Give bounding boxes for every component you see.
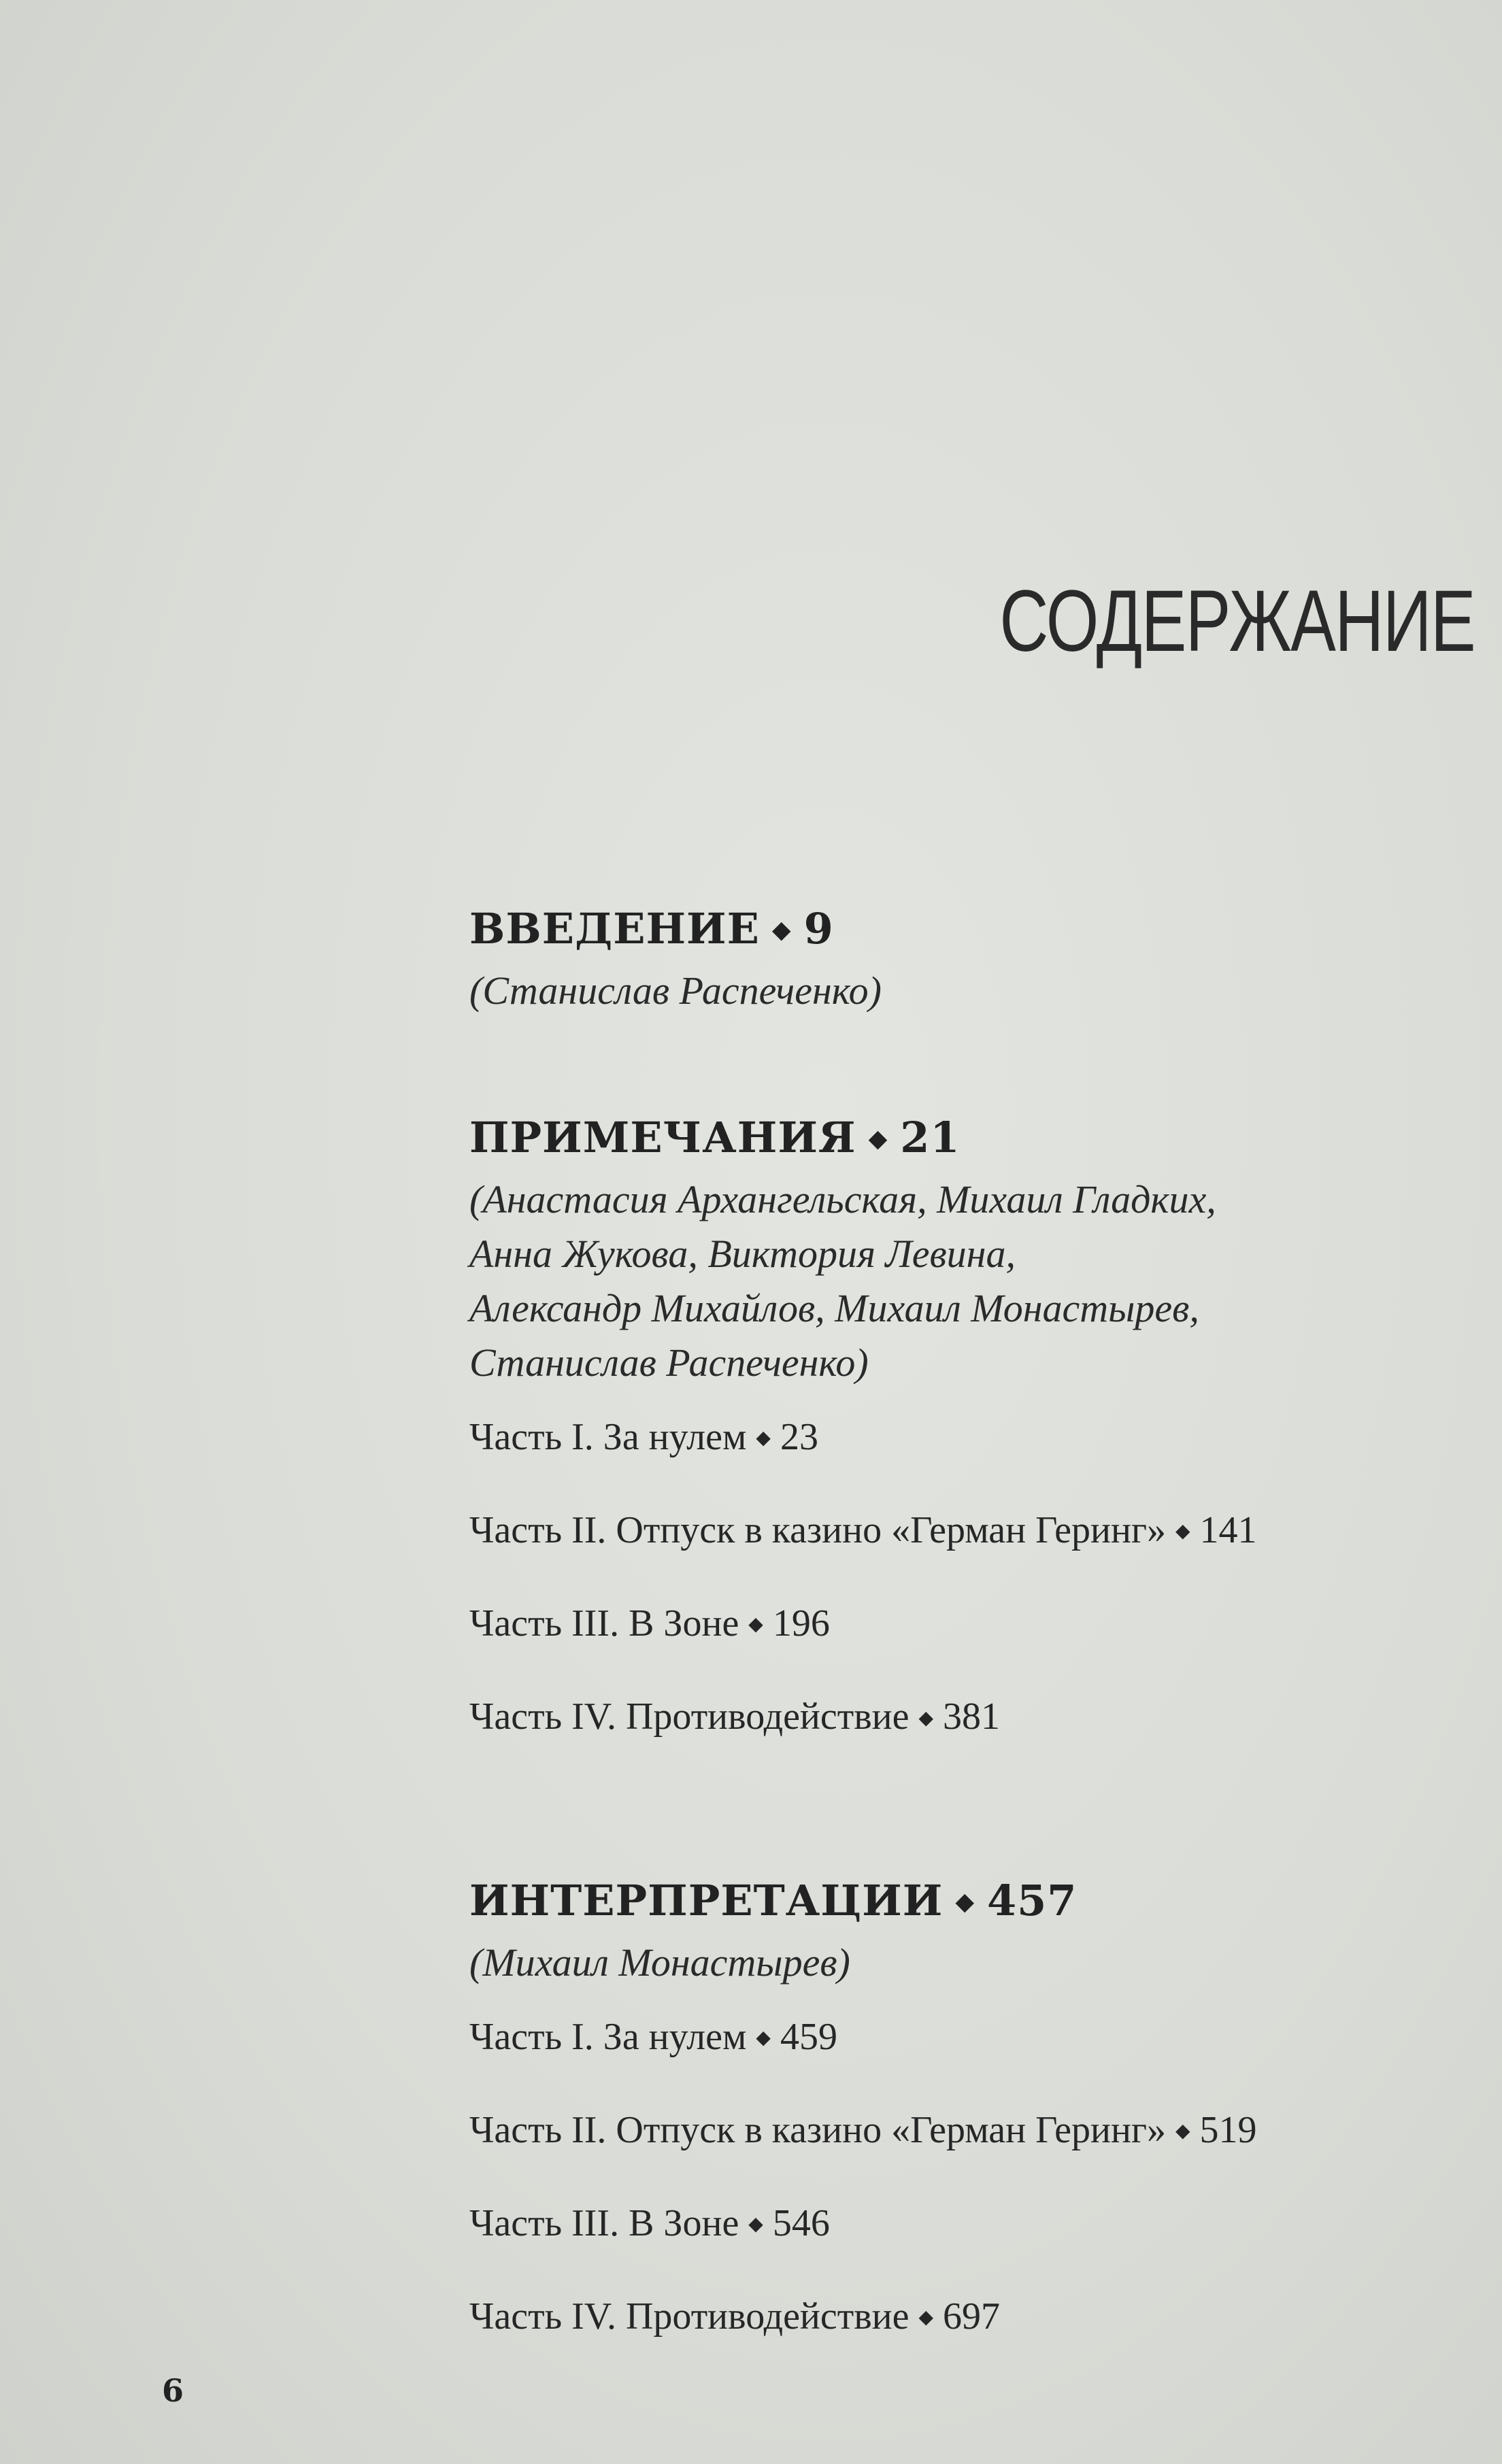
author-line: (Михаил Монастырев): [469, 1940, 850, 1985]
part-page-number: 381: [943, 1695, 1001, 1738]
section-page-number: 21: [900, 1113, 961, 1162]
part-entry: [469, 2201, 1422, 2249]
part-label: Часть IV. Противодействие: [469, 2295, 909, 2338]
section-page-number: 9: [803, 904, 834, 953]
part-entry: [469, 1508, 1422, 1556]
table-of-contents: [469, 898, 1422, 2387]
part-entry: [469, 2014, 1422, 2063]
part-label: Часть II. Отпуск в казино «Герман Геринг»: [469, 1509, 1166, 1552]
toc-section-introduction: [469, 898, 1422, 1018]
section-heading: [469, 898, 1422, 964]
diamond-icon: ◆: [748, 2213, 763, 2235]
part-entry: [469, 2294, 1422, 2342]
part-label: Часть I. За нулем: [469, 1416, 747, 1458]
part-label: Часть III. В Зоне: [469, 1602, 739, 1645]
section-title: ВВЕДЕНИЕ: [469, 904, 760, 953]
diamond-icon: ◆: [771, 915, 792, 944]
part-list: [469, 1415, 1422, 1743]
page-number: 6: [162, 2372, 184, 2409]
diamond-icon: ◆: [748, 1614, 763, 1636]
section-authors: [469, 1172, 1422, 1390]
author-line: (Станислав Распеченко): [469, 968, 882, 1013]
part-entry: [469, 1694, 1422, 1742]
part-label: Часть III. В Зоне: [469, 2201, 739, 2244]
toc-section-interpretations: [469, 1870, 1422, 2343]
author-line: (Анастасия Архангельская, Михаил Гладких,: [469, 1177, 1216, 1221]
diamond-icon: ◆: [1175, 2120, 1190, 2142]
diamond-icon: ◆: [955, 1887, 975, 1916]
section-title: ИНТЕРПРЕТАЦИИ: [469, 1875, 944, 1925]
author-line: Станислав Распеченко): [469, 1340, 869, 1385]
diamond-icon: ◆: [756, 2027, 771, 2048]
diamond-icon: ◆: [868, 1124, 888, 1153]
section-authors: [469, 1936, 1422, 1990]
diamond-icon: ◆: [918, 1707, 934, 1729]
section-authors: [469, 964, 1422, 1018]
part-page-number: 23: [780, 1416, 818, 1458]
author-line: Анна Жукова, Виктория Левина,: [469, 1232, 1016, 1276]
section-page-number: 457: [987, 1875, 1078, 1925]
part-entry: [469, 2108, 1422, 2156]
part-entry: [469, 1415, 1422, 1463]
diamond-icon: ◆: [1175, 1521, 1190, 1542]
page-title: СОДЕРЖАНИЕ: [999, 573, 1475, 670]
part-page-number: 697: [943, 2295, 1001, 2338]
diamond-icon: ◆: [756, 1428, 771, 1449]
part-label: Часть II. Отпуск в казино «Герман Геринг»: [469, 2108, 1166, 2151]
section-heading: [469, 1870, 1422, 1936]
toc-section-notes: [469, 1107, 1422, 1743]
section-heading: [469, 1107, 1422, 1172]
part-page-number: 519: [1199, 2108, 1257, 2151]
part-page-number: 459: [780, 2015, 837, 2058]
part-label: Часть I. За нулем: [469, 2015, 747, 2058]
author-line: Александр Михайлов, Михаил Монастырев,: [469, 1286, 1199, 1330]
diamond-icon: ◆: [918, 2307, 934, 2329]
part-label: Часть IV. Противодействие: [469, 1695, 909, 1738]
part-page-number: 196: [772, 1602, 830, 1645]
part-page-number: 546: [772, 2201, 830, 2244]
part-entry: [469, 1601, 1422, 1649]
part-list: [469, 2014, 1422, 2343]
part-page-number: 141: [1199, 1509, 1257, 1552]
section-title: ПРИМЕЧАНИЯ: [469, 1113, 856, 1162]
